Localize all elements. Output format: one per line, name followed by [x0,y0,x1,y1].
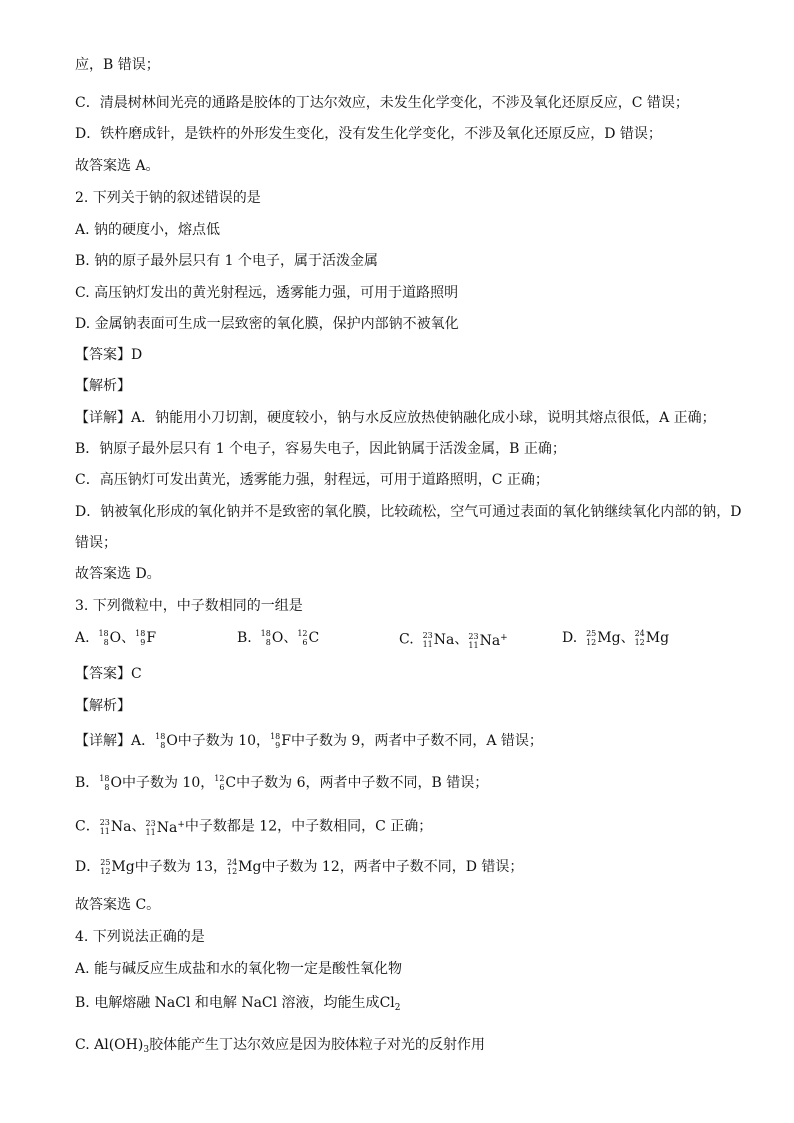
nuclide-o18: 18 8 O [99,774,122,792]
analysis-label: 【解析】 [75,378,131,394]
option-d: D. 25 12 Mg、 24 12 Mg [562,629,670,647]
answer-label: 【答案】D [75,347,143,363]
detail-line: D． 25 12 Mg中子数为 13， 24 12 Mg中子数为 12，两者中子数不同，D 错误； [75,858,524,876]
nuclide-mg24: 24 12 Mg [226,858,262,876]
text-line: C．清晨树林间光亮的通路是胶体的丁达尔效应，未发生化学变化，不涉及氧化还原反应，C 错误； [75,95,689,111]
detail-line: 【详解】A．钠能用小刀切割，硬度较小，钠与水反应放热使钠融化成小球，说明其熔点很低，A 正确； [75,410,716,426]
nuclide-mg25: 25 12 Mg [100,858,135,876]
nuclide-na23-ion: 23 11 Na+ [145,819,185,837]
detail-line: 错误； [75,535,117,551]
nuclide-na23-ion: 23 11 Na+ [468,632,508,650]
nuclide-mg25: 25 12 Mg [586,629,621,647]
detail-line: B．钠原子最外层只有 1 个电子，容易失电子，因此钠属于活泼金属，B 正确； [75,441,566,457]
option-a: A. 钠的硬度小，熔点低 [75,222,221,238]
question-3: 3. 下列微粒中，中子数相同的一组是 [75,598,303,614]
text-line: D．铁杵磨成针，是铁杵的外形发生变化，没有发生化学变化，不涉及氧化还原反应，D 错误； [75,126,662,142]
text-line: 故答案选 A。 [75,158,160,174]
nuclide-na23: 23 11 Na [422,630,455,649]
option-c: C. $Al(OH)_3$胶体能产生丁达尔效应是因为胶体粒子对光的反射作用 [75,1037,486,1055]
nuclide-na23: 23 11 Na [99,817,132,836]
detail-line: C． 23 11 Na、 23 11 Na+中子数都是 12，中子数相同，C 正确； [75,815,432,838]
final-answer: 故答案选 C。 [75,897,161,913]
final-answer: 故答案选 D。 [75,566,161,582]
detail-line: B． 18 8 O中子数为 10， 12 6 C中子数为 6，两者中子数不同，B 错误； [75,774,489,792]
detail-line: D．钠被氧化形成的氧化钠并不是致密的氧化膜，比较疏松，空气可通过表面的氧化钠继续氧化内部的钠，D [75,504,742,520]
question-4: 4. 下列说法正确的是 [75,929,205,945]
option-c: C. 23 11 Na、 23 11 Na+ [399,628,508,651]
answer-label: 【答案】C [75,666,142,682]
nuclide-f18: 18 9 F [135,629,157,647]
option-a: A. 能与碱反应生成盐和水的氧化物一定是酸性氧化物 [75,961,403,977]
option-d: D. 金属钠表面可生成一层致密的氧化膜，保护内部钠不被氧化 [75,316,459,332]
nuclide-o18: 18 8 O [98,629,122,647]
nuclide-mg24: 24 12 Mg [634,629,670,647]
nuclide-o18: 18 8 O [155,732,178,750]
option-b: B. 18 8 O、 12 6 C [237,629,320,647]
text-line: 应，B 错误； [75,57,160,73]
detail-line: 【详解】A． 18 8 O中子数为 10， 18 9 F中子数为 9，两者中子数不同，A 错误； [75,732,543,750]
nuclide-o18: 18 8 O [260,629,284,647]
options-row [75,628,755,652]
nuclide-c12: 12 6 C [214,774,237,792]
option-b: B. 电解熔融 NaCl 和电解 NaCl 溶液，均能生成$Cl_2$ [75,995,401,1013]
nuclide-c12: 12 6 C [297,629,320,647]
analysis-label: 【解析】 [75,698,131,714]
option-a: A. 18 8 O、 18 9 F [75,629,157,647]
detail-line: C．高压钠灯可发出黄光，透雾能力强，射程远，可用于道路照明，C 正确； [75,472,549,488]
option-c: C. 高压钠灯发出的黄光射程远，透雾能力强，可用于道路照明 [75,285,459,301]
nuclide-f18: 18 9 F [270,732,291,750]
option-b: B. 钠的原子最外层只有 1 个电子，属于活泼金属 [75,253,378,269]
question-2: 2. 下列关于钠的叙述错误的是 [75,190,261,206]
